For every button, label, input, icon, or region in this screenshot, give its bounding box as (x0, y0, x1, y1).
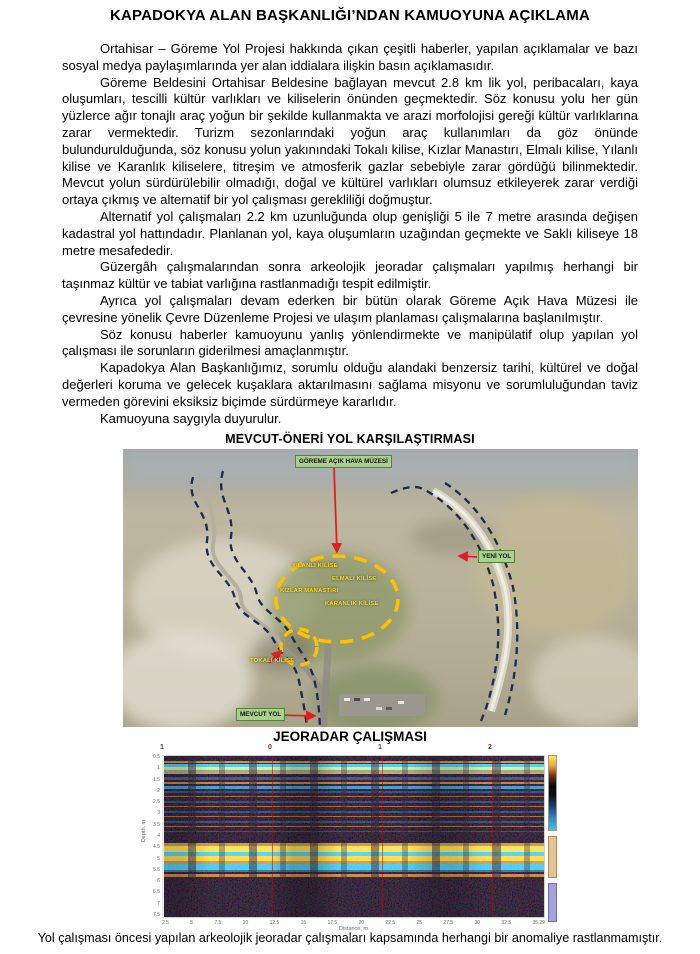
depth-tick: 3 (157, 810, 160, 817)
aerial-comparison-photo (123, 449, 638, 727)
depth-tick: 4.5 (153, 844, 160, 851)
distance-tick: 12.5 (269, 920, 280, 926)
church-label-kizlar: KIZLAR MANASTIRI (280, 588, 339, 594)
radar-marker-line (382, 756, 383, 917)
church-label-karanlik: KARANLIK KİLİSE (325, 601, 379, 607)
aerial-overlay-graphics (123, 449, 638, 727)
distance-tick: 32.5 (501, 920, 512, 926)
church-label-tokali: TOKALI KİLİSE (250, 658, 295, 664)
existing-road-label: MEVCUT YOL (236, 708, 285, 721)
depth-tick: 7 (157, 900, 160, 907)
distance-tick: 27.5 (443, 920, 454, 926)
radargram-plot (162, 755, 545, 918)
depth-tick: 5.5 (153, 866, 160, 873)
distance-tick: 25 (416, 920, 423, 926)
depth-tick: 0.5 (153, 754, 160, 760)
depth-tick: 4 (157, 832, 160, 839)
georadar-image (140, 744, 580, 936)
distance-tick: 30 (474, 920, 481, 926)
distance-tick: 35.29 (532, 920, 545, 926)
depth-tick: 6.5 (153, 889, 160, 896)
radar-amplitude-bar (548, 836, 557, 878)
radar-marker-line (272, 756, 273, 917)
depth-tick: 5 (157, 855, 160, 862)
paragraph: Ortahisar – Göreme Yol Projesi hakkında çıkan çeşitli haberler, yapılan açıklamalar ve bazı sosyal medya paylaşımlarında yer alan iddialara ilişkin basın açıklamasıdır. (62, 41, 638, 73)
radar-top-marker: 2 (488, 744, 492, 751)
radar-filter-bar (548, 883, 557, 922)
paragraph: Söz konusu haberler kamuoyunu yanlış yönlendirmekte ve manipülatif olup yapılan yol çalışması ile sorunların giderilmesi amaçlanmıştır. (62, 326, 638, 359)
depth-tick: 1 (157, 765, 160, 772)
radar-marker-line (492, 756, 493, 917)
paragraph: Kapadokya Alan Başkanlığımız, sorumlu olduğu alandaki benzersiz tarihi, kültürel ve doğal değerleri koruma ve gelecek kuşaklara aktarılmasını sağlama misyonu ve sorumluluğundan taviz vermeden görevini eksiksiz biçimde sürdürmeye kararlıdır. (62, 360, 638, 409)
comparison-figure-title: MEVCUT-ÖNERİ YOL KARŞILAŞTIRMASI (225, 432, 475, 446)
radar-colorbar (548, 755, 557, 831)
depth-tick: 2.5 (153, 799, 160, 806)
radar-top-marker: 1 (378, 744, 382, 751)
georadar-figure-title: JEORADAR ÇALIŞMASI (273, 729, 427, 744)
paragraph: Ayrıca yol çalışmaları devam ederken bir bütün olarak Göreme Açık Hava Müzesi ile çevresine yönelik Çevre Düzenleme Projesi ve ulaşım planlaması çalışmalarına başlanılmıştır. (62, 292, 638, 325)
radar-depth-axis-label: Depth, m (141, 819, 147, 843)
distance-tick: 20 (358, 920, 365, 926)
new-road-label: YENİ YOL (478, 550, 515, 563)
church-label-elmali: ELMALI KİLİSE (332, 576, 377, 582)
distance-tick: 15 (300, 920, 307, 926)
paragraph: Kamuoyuna saygıyla duyurulur. (100, 410, 282, 426)
church-label-yilanli: YILANLI KİLİSE (292, 563, 338, 569)
paragraph: Alternatif yol çalışmaları 2.2 km uzunluğunda olup genişliği 5 ile 7 metre arasında değişen kadastral yol hattındadır. Planlanan yol, kaya oluşumların uzağından geçmekte ve Saklı kiliseye 18 metre mesafededir. (62, 208, 638, 258)
paragraph: Göreme Beldesini Ortahisar Beldesine bağlayan mevcut 2.8 km lik yol, peribacaları, kaya oluşumları, tescilli kültür varlıkları ve kiliselerin önünden geçmektedir. Söz konusu yolu her gün yüzlerce ağır tonajlı araç yoğun bir şekilde kullanmakta ve arazi morfolojisi gereği kültür varlıklarına zarar vermektedir. Turizm sezonlarındaki yoğun araç kullanımları da göz önünde bulundurulduğunda, söz konusu yolun yakınındaki Tokalı kilise, Kızlar Manastırı, Elmalı kilise, Yılanlı kilise ve Karanlık kiliselere, titreşim ve atmosferik gazlar sebebiyle zarar gördüğü bilinmektedir. Mevcut yolun sürdürülebilir olmadığı, doğal ve kültürel varlıkları olumsuz etkileyerek zarar verdiği ortaya çıkmış ve alternatif bir yol çalışması gerekliliği doğmuştur. (62, 74, 638, 208)
bottom-caption: Yol çalışması öncesi yapılan arkeolojik jeoradar çalışmaları kapsamında herhangi bir anomaliye rastlanmamıştır. (37, 931, 663, 945)
document-title: KAPADOKYA ALAN BAŞKANLIĞI’NDAN KAMUOYUNA AÇIKLAMA (109, 7, 591, 24)
paragraph: Güzergâh çalışmalarından sonra arkeolojik jeoradar çalışmaları yapılmış herhangi bir taşınmaz kültür ve tabiat varlığına rastlanmadığı tespit edilmiştir. (62, 259, 638, 292)
distance-tick: 22.5 (385, 920, 396, 926)
depth-tick: 2 (157, 787, 160, 794)
body-text (62, 41, 638, 427)
radar-top-marker: 0 (268, 744, 272, 751)
radar-depth-ticks (146, 755, 160, 918)
depth-tick: 7.5 (153, 911, 160, 918)
museum-label: GÖREME AÇIK HAVA MÜZESİ (295, 455, 392, 468)
distance-tick: 5 (190, 920, 194, 926)
radar-distance-axis-label: Distance, m (338, 926, 369, 932)
depth-tick: 3.5 (153, 821, 160, 828)
distance-tick: 2.5 (162, 920, 169, 926)
distance-tick: 7.5 (214, 920, 222, 926)
distance-tick: 17.5 (327, 920, 338, 926)
depth-tick: 1.5 (153, 776, 160, 783)
radar-top-marker: 1 (160, 744, 164, 751)
depth-tick: 6 (157, 878, 160, 885)
distance-tick: 10 (242, 920, 249, 926)
radar-shading (164, 756, 544, 917)
